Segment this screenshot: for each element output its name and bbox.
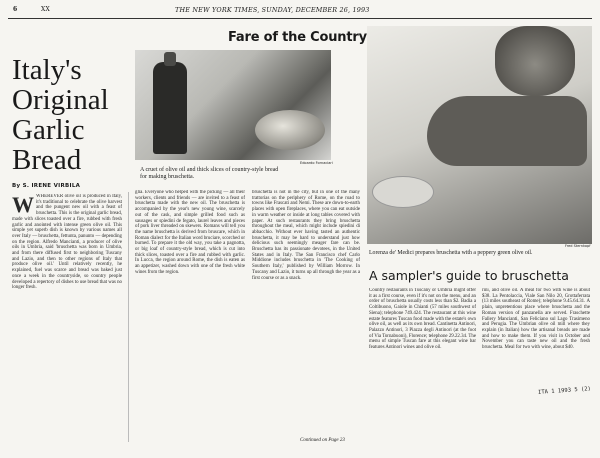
handwritten-note: ITA 1 1993 5 (2) — [537, 386, 592, 396]
sidebar-column-2 — [482, 288, 590, 386]
column-3-text: bruschetta is not in the city, but in one of the many trattorias on the periphery of Rome, on the road to towns like Frascati and Nemi. These are down-to-earth places with open fireplaces, where you can eat outside in warm weather or inside at long tables covered with paper. At such restaurants they bring bruschetta throughout the meal, which might include spiedini di abbacchio. Without ever having tasted an authentic bruschetta, it may be hard to understand just how delicious such seemingly meager fare can be. Bruschetta has its passionate devotees, in the United States and in Italy. The San Francisco chef Carlo Middione includes bruschetta in 'The Cooking of Southern Italy,' published by William Morrow. In Tuscany and Lazio, it turns up all through the year as a first course or as a snack. — [252, 190, 360, 281]
continued-line: Continued on Page 23 — [300, 438, 345, 443]
photo-credit-2: Fred Sternkopf — [565, 244, 591, 248]
page-header — [0, 6, 600, 16]
photo-bread-and-oil — [135, 50, 331, 160]
column-divider — [128, 192, 129, 442]
section-code: XX — [41, 6, 50, 13]
photo-caption-1: A cruet of olive oil and thick slices of country-style bread for making bruschetta. — [140, 167, 279, 180]
sidebar-title: A sampler's guide to bruschetta — [369, 268, 569, 283]
photo-caption-2: Lorenza de' Medici prepares bruschetta with a peppery green olive oil. — [369, 250, 533, 256]
plate — [372, 176, 434, 208]
sidebar-column-2-text: rini, and olive oil. A meal for two with wine is about $38. La Pentolaccia, Viale San Nilo 20, Grottaferrata (13 miles southeast of Rome); telephone 9.45.64.31. A plain, unpretentious place where bruschetta and the Roman version of panzanella are served. Fraschette Fallery Mancianti, San Feliciano sul Lago Trasimeno and Perugia. The Umbrian olive oil mill where they explain (in Italian) how the artisanal breads are made and how to make them. If you visit in October and November you can taste new oil and the fresh bruschetta. Meal for two with wine, about $40. — [482, 288, 590, 351]
sidebar-column-1-text: Country restaurants in Tuscany or Umbria might offer it as a first course, even if it's not on the menu, and an order of bruschetta usually costs less than $2. Badia a Coltibuono, Gaiole in Chianti (57 miles southwest of Siena); telephone 749.424. The restaurant at this wine estate features Tuscan food made with the estate's own olive oil, as well as its own bread. Cantinetta Antinori, Palazzo Antinori, 3 Piazza degli Antinori (at the foot of Via Tornabuoni), Florence; telephone 29.22.34. The menu of simple Tuscan fare at this elegant wine bar features Antinori wines and olive oil. — [369, 288, 476, 351]
headline: Italy's Original Garlic Bread — [12, 54, 109, 176]
section-title: Fare of the Country — [228, 30, 367, 45]
header-rule — [8, 18, 592, 19]
article-column-1 — [12, 194, 122, 456]
oil-cruet — [153, 62, 187, 154]
page-number: 6 — [13, 6, 18, 13]
column-2-text: glia. Everyone who helped with the picking — all their workers, clients and friends — are invited to a feast of bruschetta made with the new oil. The bruschetta is accompanied by the year's new young wine, scarcely out of the cask, and simple grilled food such as sausages or spiedini de fegato, laurel leaves and pieces of pork liver threaded on skewers. Romans will tell you the name bruschetta is derived from bruscare, which in Roman dialect for the Italian word bruciare, scorched or burned. To prepare it the old way, you take a pagnotta, or big loaf of country-style bread, which is cut into thick slices, toasted over a fire and rubbed with garlic. In Lucca, the region around Rome, the dish is eaten as an appetizer, washed down with one of the fresh white wines from the region. — [135, 190, 245, 275]
photo-chef — [367, 26, 592, 244]
drop-cap: W — [12, 194, 34, 217]
bread-slices — [255, 110, 325, 150]
masthead: THE NEW YORK TIMES, SUNDAY, DECEMBER 26, 1993 — [175, 6, 370, 14]
chef-portrait — [495, 26, 575, 96]
chef-arm — [427, 96, 587, 166]
article-column-2 — [135, 190, 245, 438]
column-1-text: WHEREVER olive oil is produced in Italy, it's traditional to celebrate the olive harvest and the pungent new oil with a feast of bruschetta. This is the original garlic bread, made with slices toasted over a fire, rubbed with fresh garlic and anointed with intense green olive oil. This simple yet superb dish is known by various names all over Italy — bruschetta, fettunta, panunto — depending on the region. Alfredo Mancianti, a producer of olive oils in Umbria, said 'bruschetta was born in Umbria, and from there diffused first to neighboring Tuscany and Lazio, and then to other regions of Italy that produce olive oil.' Until relatively recently, he explained, fuel was scarce and bread was baked just once a week in the countryside, so country people developed a repertory of dishes to use bread that was no longer fresh. — [12, 194, 122, 291]
sidebar-column-1 — [369, 288, 476, 456]
byline: By S. IRENE VIRBILA — [12, 183, 81, 189]
photo-credit-1: Edoardo Fornaciari — [300, 161, 333, 165]
article-column-3 — [252, 190, 360, 436]
